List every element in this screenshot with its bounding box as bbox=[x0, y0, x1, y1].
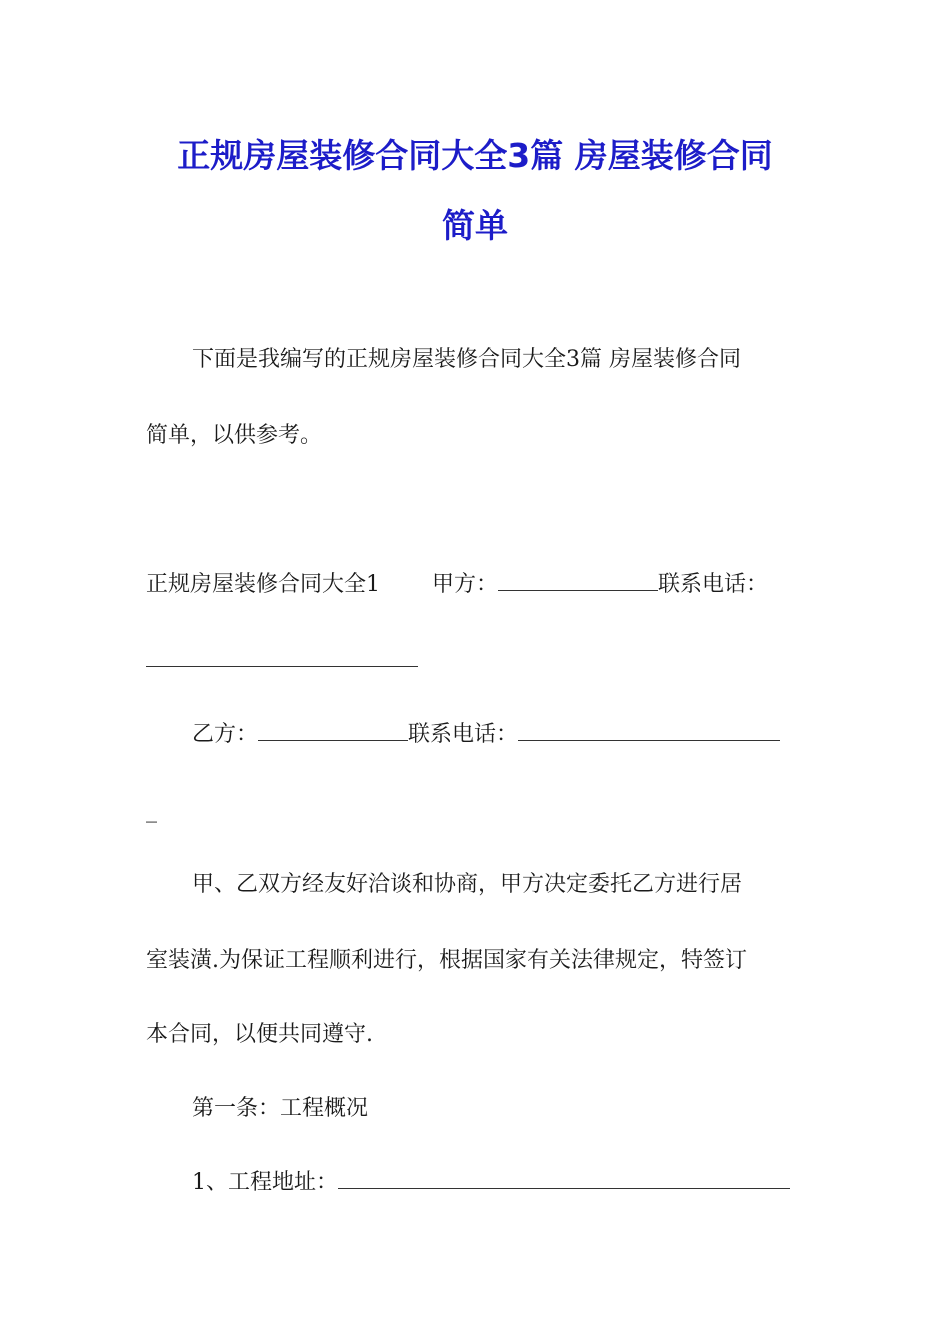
party-b-blank bbox=[258, 722, 408, 741]
party-a-blank bbox=[498, 572, 658, 591]
party-a-phone-blank bbox=[146, 648, 418, 667]
document-title-line-1: 正规房屋装修合同大全3篇 房屋装修合同 bbox=[177, 136, 773, 175]
party-a-phone-label: 联系电话： bbox=[658, 572, 769, 597]
party-b-trailing-row bbox=[146, 796, 157, 826]
party-b-phone-blank bbox=[518, 722, 780, 741]
paragraph-1-line-2: 室装潢.为保证工程顺利进行，根据国家有关法律规定，特签订 bbox=[146, 948, 747, 973]
party-b-phone-label: 联系电话： bbox=[408, 722, 519, 747]
article-1-heading: 第一条：工程概况 bbox=[192, 1096, 369, 1121]
paragraph-1-line-3: 本合同，以便共同遵守. bbox=[146, 1022, 373, 1047]
intro-line-1: 下面是我编写的正规房屋装修合同大全3篇 房屋装修合同 bbox=[192, 347, 741, 372]
contract-heading: 正规房屋装修合同大全1 bbox=[146, 572, 380, 597]
party-a-label: 甲方： bbox=[432, 572, 499, 597]
document-title-line-2: 简单 bbox=[442, 206, 508, 245]
item-1-blank bbox=[338, 1170, 790, 1189]
party-a-row bbox=[146, 570, 768, 600]
paragraph-1-line-1: 甲、乙双方经友好洽谈和协商，甲方决定委托乙方进行居 bbox=[192, 872, 743, 897]
party-b-label: 乙方： bbox=[192, 722, 259, 747]
item-1-label: 1、工程地址： bbox=[192, 1170, 338, 1195]
item-1-row bbox=[192, 1168, 790, 1198]
party-a-phone-row bbox=[146, 646, 418, 676]
trailing-mark: _ bbox=[146, 798, 157, 823]
party-b-row bbox=[192, 720, 780, 750]
intro-line-2: 简单，以供参考。 bbox=[146, 423, 323, 448]
